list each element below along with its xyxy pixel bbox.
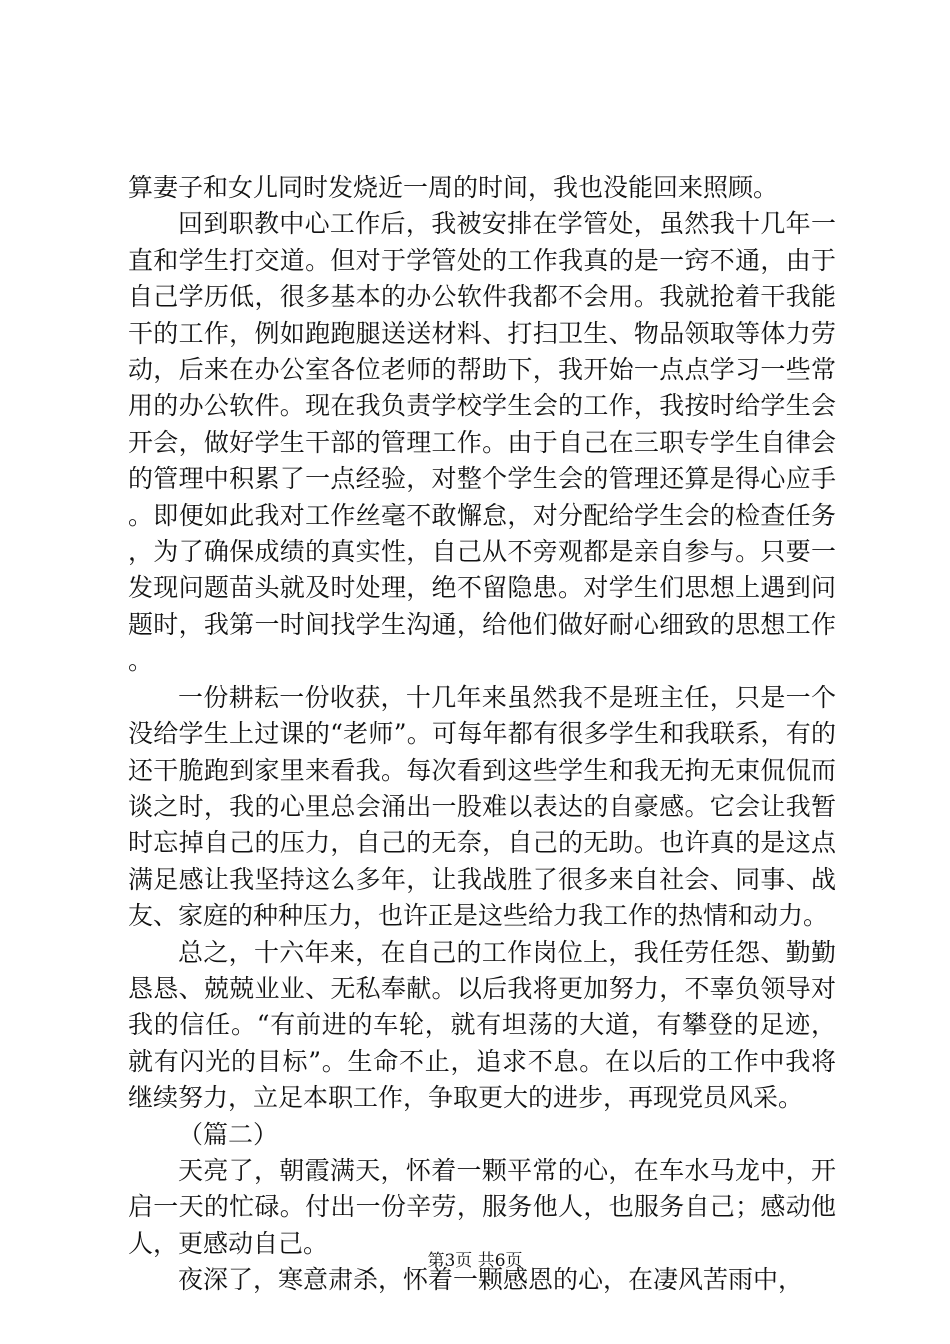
paragraph-harvest: 一份耕耘一份收获，十几年来虽然我不是班主任，只是一个没给学生上过课的“老师”。可每年都有很多学生和我联系，有的还干脆跑到家里来看我。每次看到这些学生和我无拘无束侃侃而谈之时，我的心里总会涌出一股难以表达的自豪感。它会让我暂时忘掉自己的压力，自己的无奈，自己的无助。也许真的是这点满足感让我坚持这么多年，让我战胜了很多来自社会、同事、战友、家庭的种种压力，也许正是这些给力我工作的热情和动力。 (128, 682, 836, 931)
paragraph-summary: 总之，十六年来，在自己的工作岗位上，我任劳任怨、勤勤恳恳、兢兢业业、无私奉献。以后我将更加努力，不辜负领导对我的信任。“有前进的车轮，就有坦荡的大道，有攀登的足迹，就有闪光的目标”。生命不止，追求不息。在以后的工作中我将继续努力，立足本职工作，争取更大的进步，再现党员风采。 (128, 937, 836, 1113)
section-heading: （篇二） (178, 1119, 279, 1149)
paragraph-work-at-center: 回到职教中心工作后，我被安排在学管处，虽然我十几年一直和学生打交道。但对于学管处的工作我真的是一窍不通，由于自己学历低，很多基本的办公软件我都不会用。我就抢着干我能干的工作，例如跑跑腿送送材料、打扫卫生、物品领取等体力劳动，后来在办公室各位老师的帮助下，我开始一点点学习一些常用的办公软件。现在我负责学校学生会的工作，我按时给学生会开会，做好学生干部的管理工作。由于自己在三职专学生自律会的管理中积累了一点经验，对整个学生会的管理还算是得心应手。即便如此我对工作丝毫不敢懈怠，对分配给学生会的检查任务，为了确保成绩的真实性，自己从不旁观都是亲自参与。只要一发现问题苗头就及时处理，绝不留隐患。对学生们思想上遇到问题时，我第一时间找学生沟通，给他们做好耐心细致的思想工作。 (128, 209, 836, 676)
paragraph-daybreak: 天亮了，朝霞满天，怀着一颗平常的心，在车水马龙中，开启一天的忙碌。付出一份辛劳，服务他人，也服务自己；感动他人，更感动自己。 (128, 1155, 836, 1258)
paragraph-continuation: 算妻子和女儿同时发烧近一周的时间，我也没能回来照顾。 (128, 173, 779, 202)
document-body (128, 170, 836, 1299)
page-footer: 第3页 共6页 (427, 1251, 523, 1271)
paragraph-nightfall: 夜深了，寒意肃杀，怀着一颗感恩的心，在凄风苦雨中， (178, 1265, 804, 1295)
